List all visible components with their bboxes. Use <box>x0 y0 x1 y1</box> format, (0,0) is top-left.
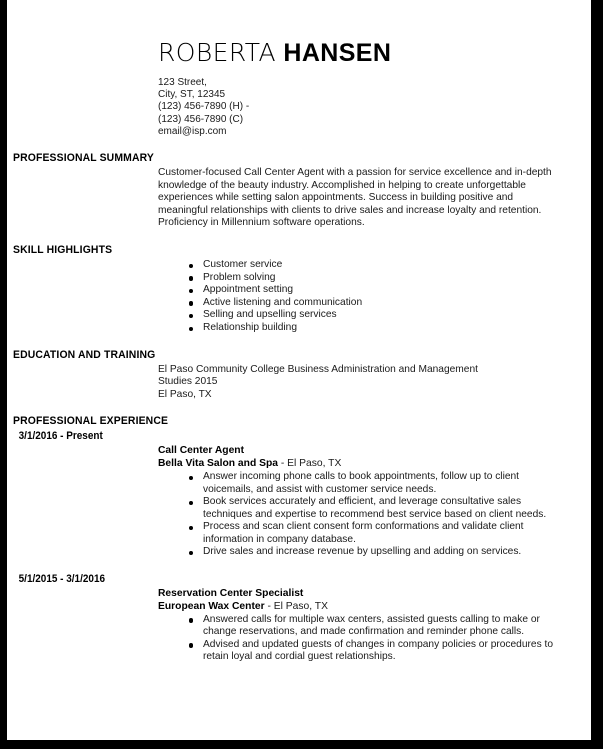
section-education-and-training <box>7 349 591 402</box>
education-school-program: El Paso Community College Business Administration and Management <box>158 363 478 375</box>
experience-company-line <box>158 601 561 614</box>
skill-highlights-list <box>189 259 561 335</box>
list-item: Appointment setting <box>189 284 561 297</box>
list-item: Customer service <box>189 259 561 272</box>
section-skill-highlights <box>7 244 591 335</box>
experience-entry <box>13 573 591 664</box>
experience-bullets <box>189 614 561 664</box>
section-title-skill-highlights: SKILL HIGHLIGHTS <box>13 243 113 256</box>
experience-dates: 3/1/2016 - Present <box>18 430 103 443</box>
list-item: Active listening and communication <box>189 297 561 310</box>
section-professional-experience <box>7 415 591 664</box>
resume-header <box>7 0 591 138</box>
experience-detail <box>158 588 591 664</box>
list-item: Problem solving <box>189 272 561 285</box>
contact-street: 123 Street, <box>158 77 207 88</box>
resume-page <box>7 0 591 740</box>
candidate-name <box>158 38 591 68</box>
professional-summary-text: Customer-focused Call Center Agent with a passion for service excellence and in-depth knowledge of the beauty industry. Accomplished in helping to create unforgettable experiences while setting salon appointments. Success in building positive and meaningful relationships with clients to drive sales and increase loyalty and retention. Proficiency in Millennium software operations. <box>158 167 552 229</box>
first-name: ROBERTA <box>158 38 276 67</box>
list-item: Book services accurately and efficient, and leverage consultative sales techniques and expertise to recommend best service based on client needs. <box>189 496 561 521</box>
experience-company: European Wax Center <box>158 600 265 612</box>
experience-bullets <box>189 471 561 559</box>
section-title-education-and-training: EDUCATION AND TRAINING <box>13 348 156 361</box>
contact-phone-cell: (123) 456-7890 (C) <box>158 113 244 125</box>
experience-job-title: Call Center Agent <box>158 445 245 457</box>
list-item: Answer incoming phone calls to book appointments, follow up to client voicemails, and assist with customer service needs. <box>189 471 561 496</box>
education-body <box>158 364 591 402</box>
contact-phone-home: (123) 456-7890 (H) - <box>158 101 250 113</box>
experience-detail <box>158 445 591 559</box>
contact-email: email@isp.com <box>158 125 227 137</box>
list-item: Answered calls for multiple wax centers, assisted guests calling to make or change reservations, and made confirmation and reminder phone calls. <box>189 614 561 639</box>
skill-highlights-body <box>158 259 591 335</box>
last-name: HANSEN <box>283 39 392 67</box>
experience-job-title: Reservation Center Specialist <box>158 588 304 600</box>
education-location: El Paso, TX <box>158 388 212 400</box>
contact-block <box>158 77 591 138</box>
section-title-professional-summary: PROFESSIONAL SUMMARY <box>13 152 154 165</box>
list-item: Selling and upselling services <box>189 309 561 322</box>
experience-location: - El Paso, TX <box>277 458 342 470</box>
experience-entry <box>13 430 591 559</box>
section-title-professional-experience: PROFESSIONAL EXPERIENCE <box>13 415 169 428</box>
contact-city-state-zip: City, ST, 12345 <box>158 89 226 101</box>
list-item: Advised and updated guests of changes in company policies or procedures to retain loyal and cordial guest relationships. <box>189 639 561 664</box>
experience-location: - El Paso, TX <box>264 600 328 612</box>
list-item: Relationship building <box>189 322 561 335</box>
experience-company-line <box>158 458 561 471</box>
experience-spacer <box>13 559 591 571</box>
experience-dates: 5/1/2015 - 3/1/2016 <box>18 573 106 586</box>
section-professional-summary <box>7 152 591 230</box>
education-studies-year: Studies 2015 <box>158 376 218 388</box>
professional-summary-body <box>158 167 591 230</box>
list-item: Drive sales and increase revenue by upselling and adding on services. <box>189 546 561 559</box>
experience-company: Bella Vita Salon and Spa <box>158 458 278 470</box>
list-item: Process and scan client consent form conformations and validate client information in company database. <box>189 521 561 546</box>
